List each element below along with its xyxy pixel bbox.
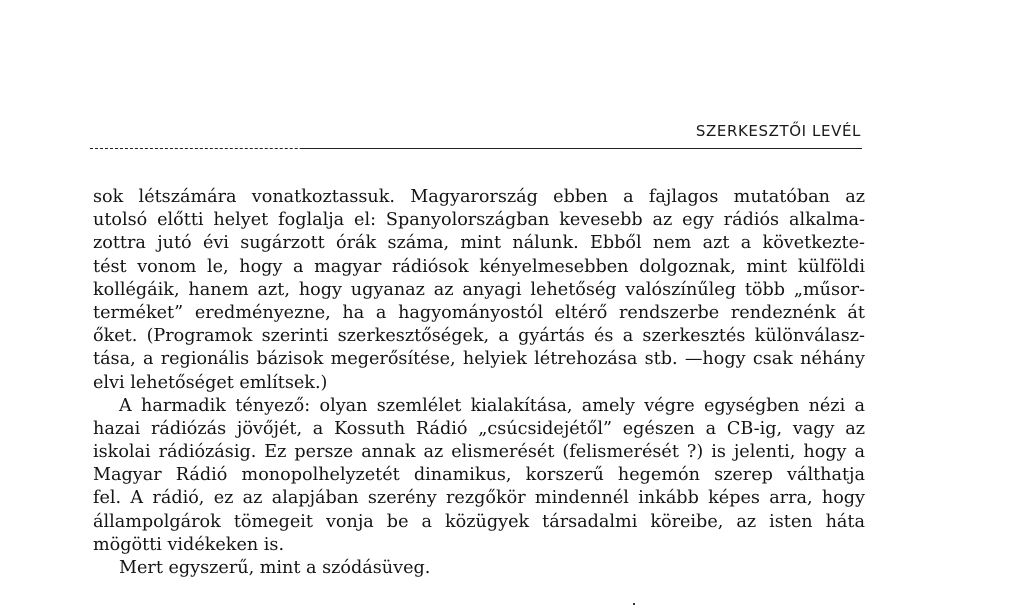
paragraph-first-line: Mert egyszerű, mint a szódásüveg. [119,558,431,578]
text-line: tása, a regionális bázisok megerősítése, helyiek létrehozása stb. —hogy csak néhány [93,349,865,370]
running-header: SZERKESZTŐI LEVÉL [695,122,861,140]
text-line: fel. A rádió, ez az alapjában szerény rezgőkör mindennél inkább képes arra, hogy [93,488,865,509]
text-line: őket. (Programok szerinti szerkesztőségek, a gyártás és a szerkesztés különválasz- [93,326,865,347]
text-line: állampolgárok tömegeit vonja be a közügyek társadalmi köreibe, az isten háta [93,511,865,532]
page-speck [633,603,635,605]
text-line: zottra jutó évi sugárzott órák száma, mint nálunk. Ebből nem azt a következte- [93,233,865,254]
text-line: terméket” eredményezne, ha a hagyományostól eltérő rendszerbe rendeznénk át [93,302,865,323]
text-line: elvi lehetőséget említsek.) [93,372,328,393]
header-rule-solid [300,148,862,149]
text-line: Magyar Rádió monopolhelyzetét dinamikus, korszerű hegemón szerep válthatja [93,465,865,486]
text-line: tést vonom le, hogy a magyar rádiósok kényelmesebben dolgoznak, mint külföldi [93,256,865,277]
text-line: utolsó előtti helyet foglalja el: Spanyolországban kevesebb az egy rádiós alkalma- [93,210,865,231]
text-line: iskolai rádiózásig. Ez persze annak az elismerését (felismerését ?) is jelenti, hogy a [93,442,865,463]
body-text [93,186,865,580]
text-line: kollégáik, hanem azt, hogy ugyanaz az anyagi lehetőség valószínűleg több „műsor- [93,279,865,300]
text-line: sok létszámára vonatkoztassuk. Magyarország ebben a fajlagos mutatóban az [93,187,865,207]
text-line: mögötti vidékeken is. [93,534,285,555]
text-line: hazai rádiózás jövőjét, a Kossuth Rádió „csúcsidejétől” egészen a CB-ig, vagy az [93,418,865,439]
paragraph-first-line: A harmadik tényező: olyan szemlélet kialakítása, amely végre egységben nézi a [119,395,865,416]
